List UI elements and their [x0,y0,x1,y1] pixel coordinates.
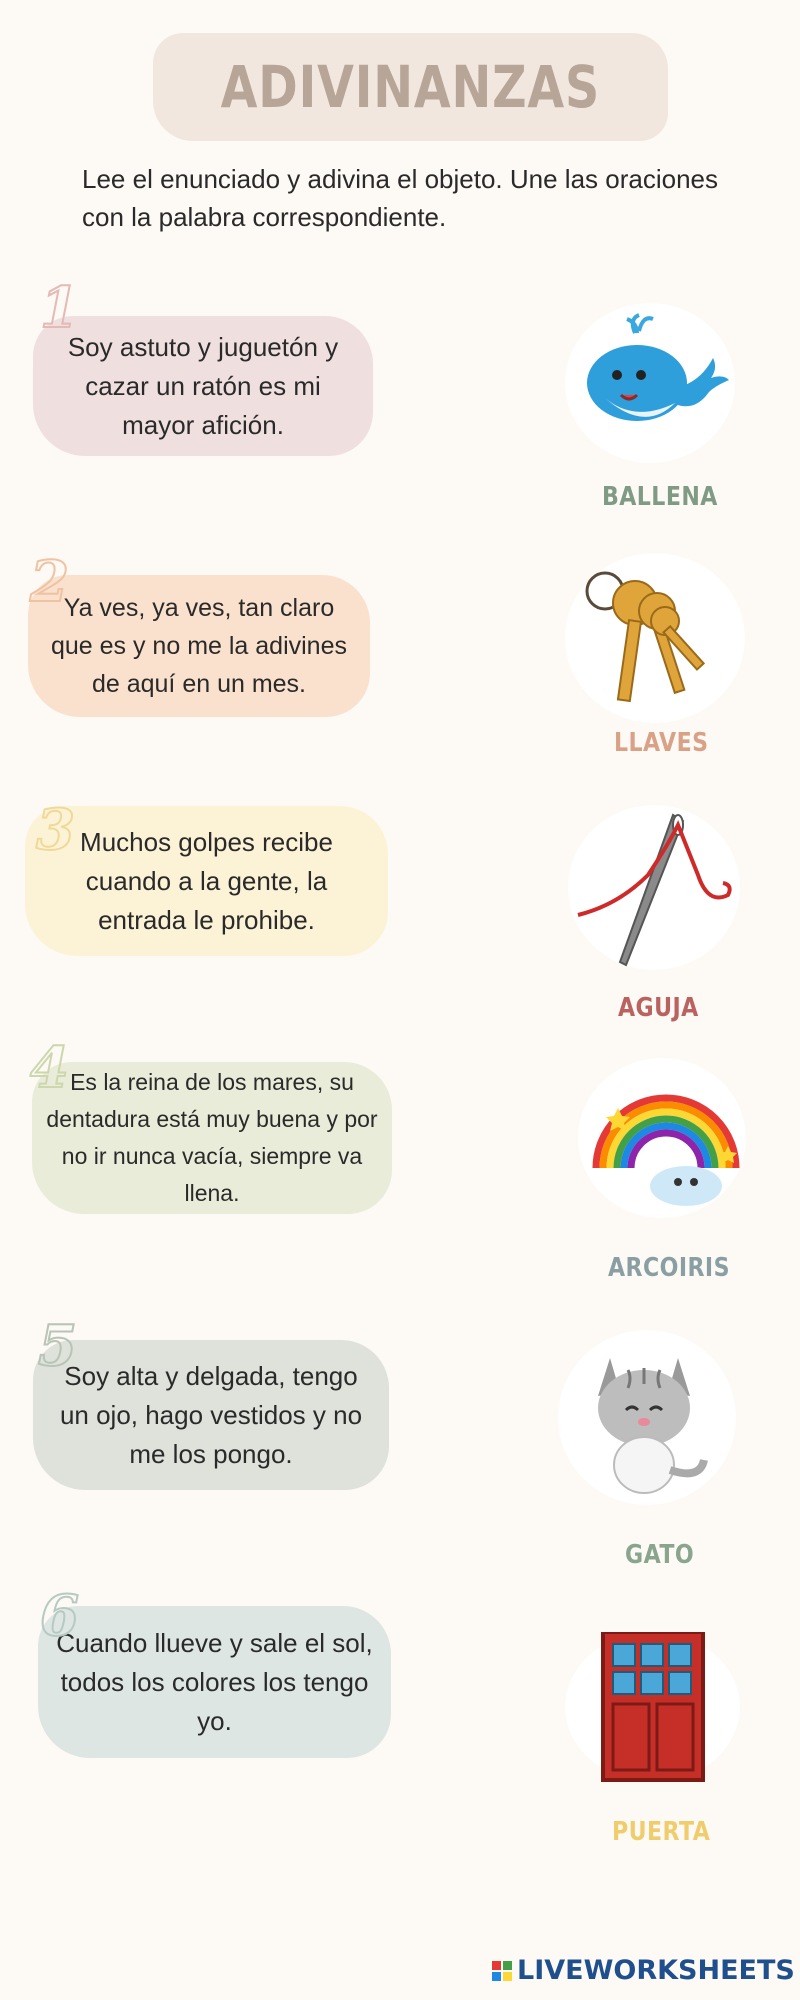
door-icon [565,1632,740,1782]
instructions-text: Lee el enunciado y adivina el objeto. Une las oraciones con la palabra correspondiente. [82,164,718,232]
riddle-card-3[interactable] [25,806,388,956]
needle-icon [568,805,740,970]
riddle-card-1[interactable] [33,316,373,456]
door-picture[interactable] [565,1632,740,1782]
riddle-number-5: 5 [38,1313,77,1379]
keys-icon [565,553,745,723]
whale-picture[interactable] [565,303,735,463]
rainbow-picture[interactable] [578,1058,746,1218]
cat-picture[interactable] [558,1330,736,1505]
riddle-text: Cuando llueve y sale el sol, todos los colores los tengo yo. [56,1627,373,1736]
keys-picture[interactable] [565,553,745,723]
title-banner [153,33,668,141]
answer-word-ballena[interactable]: BALLENA [602,482,718,512]
answer-word-arcoiris[interactable]: ARCOIRIS [608,1253,730,1283]
riddle-card-2[interactable] [28,575,370,717]
whale-icon [565,303,735,463]
riddle-card-5[interactable] [33,1340,389,1490]
logo-grid-icon [492,1961,512,1981]
riddle-card-4[interactable] [32,1062,392,1214]
riddle-text: Soy alta y delgada, tengo un ojo, hago vestidos y no me los pongo. [59,1360,363,1469]
cat-icon [558,1330,736,1505]
riddle-number-1: 1 [40,275,79,341]
answer-word-gato[interactable]: GATO [625,1540,695,1570]
riddle-text: Soy astuto y juguetón y cazar un ratón es mi mayor afición. [67,331,339,440]
riddle-text: Muchos golpes recibe cuando a la gente, la entrada le prohibe. [80,826,333,935]
riddle-number-2: 2 [30,549,69,615]
rainbow-icon [578,1058,746,1218]
answer-word-llaves[interactable]: LLAVES [614,728,709,758]
logo-text: LIVEWORKSHEETS [517,1955,795,1986]
riddle-text: Ya ves, ya ves, tan claro que es y no me la adivines de aquí en un mes. [50,594,347,698]
riddle-number-4: 4 [30,1035,69,1101]
riddle-number-3: 3 [36,797,75,863]
liveworksheets-logo[interactable] [492,1955,795,1986]
answer-word-aguja[interactable]: AGUJA [618,993,699,1023]
needle-picture[interactable] [568,805,740,970]
page-title: ADIVINANZAS [220,53,601,121]
riddle-card-6[interactable] [38,1606,391,1758]
answer-word-puerta[interactable]: PUERTA [612,1817,711,1847]
riddle-number-6: 6 [40,1583,79,1649]
riddle-text: Es la reina de los mares, su dentadura está muy buena y por no ir nunca vacía, siempre va llena. [46,1069,378,1206]
